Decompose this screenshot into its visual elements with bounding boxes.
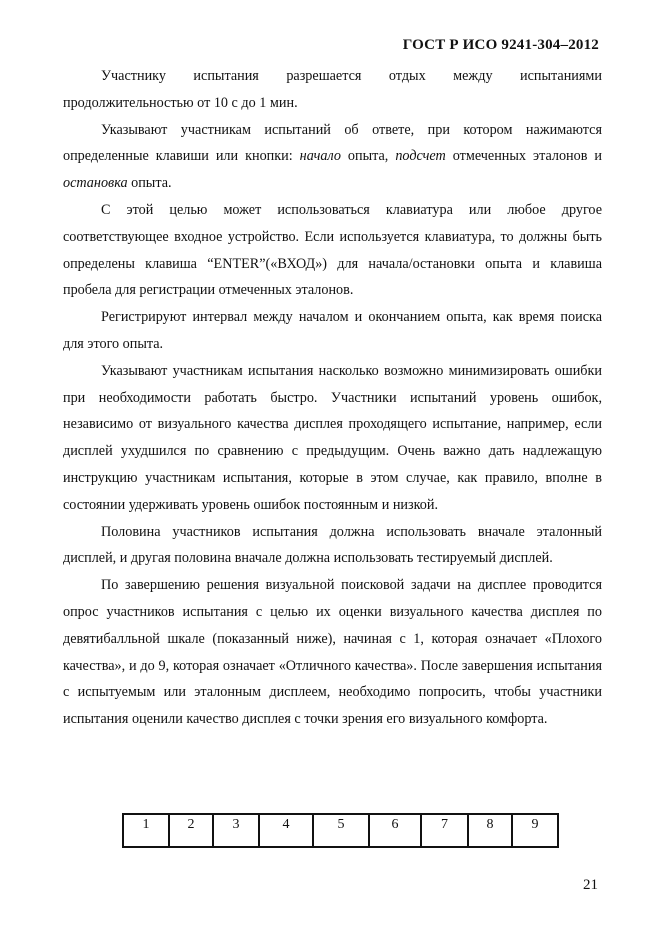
text-run: опыта, bbox=[340, 148, 396, 165]
italic-term: остановка bbox=[63, 175, 128, 192]
rating-scale-cell: 4 bbox=[259, 814, 313, 847]
document-id-header: ГОСТ Р ИСО 9241-304–2012 bbox=[402, 37, 599, 53]
text-run: С этой целью может использоваться клавиатура или любое другое соответствующее входное устройство. Если используется клавиатура, то должны быть определены клавиша “ENTER”(«ВХОД») для начала/остановки опыта и клавиша пробела для регистрации отмеченных эталонов. bbox=[63, 201, 602, 299]
italic-term: подсчет bbox=[395, 148, 446, 165]
rating-scale-cell: 8 bbox=[468, 814, 512, 847]
rating-scale-table bbox=[122, 813, 559, 848]
italic-term: начало bbox=[299, 148, 341, 165]
text-run: По завершению решения визуальной поисковой задачи на дисплее проводится опрос участников испытания с целью их оценки визуального качества дисплея по девятибалльной шкале (показанный ниже), начиная с 1, которая означает «Плохого качества», и до 9, которая означает «Отличного качества». После завершения испытания с испытуемым или эталонным дисплеем, необходимо попросить, чтобы участники испытания оценили качество дисплея с точки зрения его визуального комфорта. bbox=[63, 577, 602, 728]
text-run: Регистрируют интервал между началом и окончанием опыта, как время поиска для этого опыта. bbox=[63, 309, 602, 352]
paragraph bbox=[63, 197, 602, 304]
rating-scale-cell: 5 bbox=[313, 814, 369, 847]
text-run: опыта. bbox=[127, 175, 172, 192]
rating-scale-cell: 9 bbox=[512, 814, 558, 847]
rating-scale-row bbox=[123, 814, 558, 847]
text-run: Указывают участникам испытания насколько возможно минимизировать ошибки при необходимости работать быстро. Участники испытаний уровень ошибок, независимо от визуального качества дисплея проходящего испытание, например, если дисплей ухудшился по сравнению с предыдущим. Очень важно дать надлежащую инструкцию участникам испытания, которые в этом случае, как правило, вполне в состоянии удерживать уровень ошибок постоянным и низкой. bbox=[63, 362, 602, 513]
paragraph bbox=[63, 358, 602, 519]
rating-scale-cell: 7 bbox=[421, 814, 468, 847]
page-number: 21 bbox=[583, 877, 598, 893]
text-run: отмеченных эталонов и bbox=[445, 148, 602, 165]
text-run: Указывают участникам испытаний об ответе, при котором нажимаются определенные клавиши или кнопки: bbox=[63, 121, 602, 165]
paragraph bbox=[63, 572, 602, 733]
paragraph bbox=[63, 519, 602, 573]
body-text bbox=[63, 63, 602, 733]
rating-scale-cell: 6 bbox=[369, 814, 421, 847]
text-run: Участнику испытания разрешается отдых между испытаниями продолжительностью от 10 с до 1 мин. bbox=[63, 68, 602, 111]
paragraph bbox=[63, 117, 602, 197]
rating-scale-cell: 3 bbox=[213, 814, 259, 847]
paragraph bbox=[63, 304, 602, 358]
paragraph bbox=[63, 63, 602, 117]
rating-scale-cell: 2 bbox=[169, 814, 213, 847]
rating-scale-cell: 1 bbox=[123, 814, 169, 847]
text-run: Половина участников испытания должна использовать вначале эталонный дисплей, и другая половина вначале должна использовать тестируемый дисплей. bbox=[63, 523, 602, 567]
